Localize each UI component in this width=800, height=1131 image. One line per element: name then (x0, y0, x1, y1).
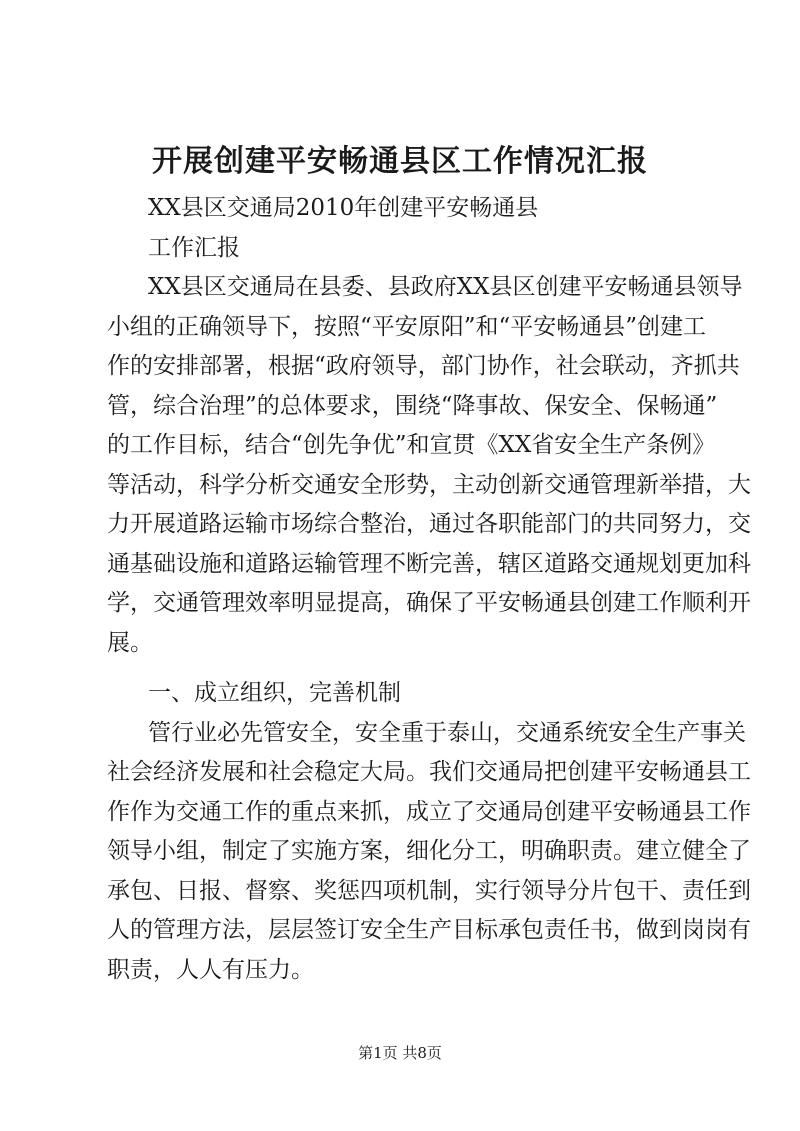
paragraph-2-line-2: 社会经济发展和社会稳定大局。我们交通局把创建平安畅通县工 (107, 759, 751, 785)
subtitle-line-1: XX县区交通局2010年创建平安畅通县 (148, 195, 539, 221)
paragraph-1-line-9: 学，交通管理效率明显提高，确保了平安畅通县创建工作顺利开 (107, 590, 751, 616)
paragraph-1-line-6: 等活动，科学分析交通安全形势，主动创新交通管理新举措，大 (107, 472, 751, 498)
paragraph-2-line-7: 职责，人人有压力。 (107, 957, 314, 983)
paragraph-2-line-1: 管行业必先管安全，安全重于泰山，交通系统安全生产事关 (148, 720, 746, 746)
paragraph-1-line-4: 管，综合治理”的总体要求，围绕“降事故、保安全、保畅通” (107, 393, 718, 419)
paragraph-1-line-8: 通基础设施和道路运输管理不断完善，辖区道路交通规划更加科 (107, 551, 751, 577)
paragraph-2-line-5: 承包、日报、督察、奖惩四项机制，实行领导分片包干、责任到 (107, 878, 751, 904)
paragraph-2-line-4: 领导小组，制定了实施方案，细化分工，明确职责。建立健全了 (107, 838, 751, 864)
page-number-footer: 第1页 共8页 (358, 1044, 442, 1062)
paragraph-1-line-5: 的工作目标，结合“创先争优”和宣贯《XX省安全生产条例》 (107, 432, 716, 458)
paragraph-1-line-1: XX县区交通局在县委、县政府XX县区创建平安畅通县领导 (148, 274, 743, 300)
paragraph-2-line-3: 作作为交通工作的重点来抓，成立了交通局创建平安畅通县工作 (107, 799, 751, 825)
paragraph-1-line-3: 作的安排部署，根据“政府领导，部门协作，社会联动，齐抓共 (107, 353, 740, 379)
section-1-heading: 一、成立组织，完善机制 (148, 680, 401, 706)
paragraph-1-line-2: 小组的正确领导下，按照“平安原阳”和“平安畅通县”创建工 (107, 314, 707, 340)
paragraph-1-line-7: 力开展道路运输市场综合整治，通过各职能部门的共同努力，交 (107, 511, 751, 537)
paragraph-1-line-10: 展。 (107, 630, 153, 656)
document-title: 开展创建平安畅通县区工作情况汇报 (152, 144, 648, 179)
paragraph-2-line-6: 人的管理方法，层层签订安全生产目标承包责任书，做到岗岗有 (107, 917, 751, 943)
subtitle-line-2: 工作汇报 (148, 235, 240, 261)
